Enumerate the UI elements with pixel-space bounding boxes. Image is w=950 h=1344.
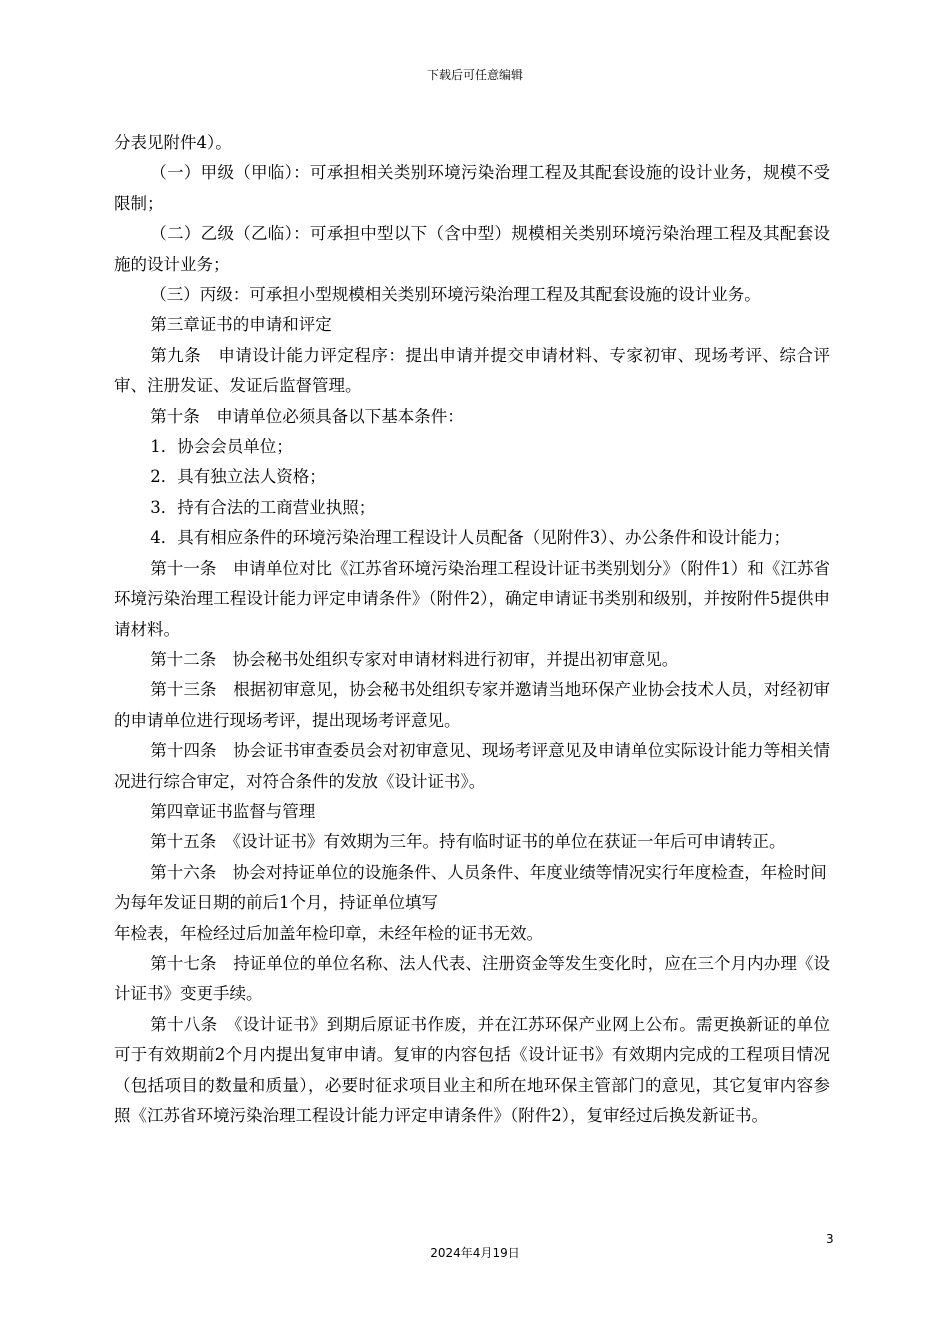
chapter-heading-3: 第三章证书的申请和评定 (150, 315, 332, 335)
page-header: 下载后可任意编辑 (426, 68, 523, 82)
paragraph-grade-c: （三）丙级：可承担小型规模相关类别环境污染治理工程及其配套设施的设计业务。 (150, 285, 761, 305)
article-16-continuation: 年检表，年检经过后加盖年检印章，未经年检的证书无效。 (114, 923, 543, 943)
condition-item-3: 3．持有合法的工商营业执照； (150, 497, 376, 517)
article-13: 第十三条 根据初审意见，协会秘书处组织专家并邀请当地环保产业协会技术人员，对经初审的申请单位进行现场考评，提出现场考评意见。 (114, 680, 830, 730)
condition-item-1: 1．协会会员单位； (150, 437, 293, 457)
paragraph-grade-b: （二）乙级（乙临）：可承担中型以下（含中型）规模相关类别环境污染治理工程及其配套设施的设计业务； (114, 224, 830, 274)
condition-item-2: 2．具有独立法人资格； (150, 467, 326, 487)
paragraph-continuation: 分表见附件4）。 (114, 133, 232, 152)
article-11: 第十一条 申请单位对比《江苏省环境污染治理工程设计证书类别划分》（附件1）和《江苏省环境污染治理工程设计能力评定申请条件》（附件2），确定申请证书类别和级别，并按附件5提供申请材料。 (114, 558, 830, 639)
article-9: 第九条 申请设计能力评定程序：提出申请并提交申请材料、专家初审、现场考评、综合评审、注册发证、发证后监督管理。 (114, 345, 830, 396)
page-footer-date: 2024年4月19日 (430, 1246, 520, 1260)
article-16: 第十六条 协会对持证单位的设施条件、人员条件、年度业绩等情况实行年度检查，年检时间为每年发证日期的前后1个月，持证单位填写 (114, 862, 827, 913)
article-12: 第十二条 协会秘书处组织专家对申请材料进行初审，并提出初审意见。 (150, 649, 679, 669)
chapter-heading-4: 第四章证书监督与管理 (150, 801, 316, 821)
article-17: 第十七条 持证单位的单位名称、法人代表、注册资金等发生变化时，应在三个月内办理《设计证书》变更手续。 (114, 953, 830, 1004)
article-15: 第十五条 《设计证书》有效期为三年。持有临时证书的单位在获证一年后可申请转正。 (150, 832, 786, 852)
page-number: 3 (826, 1232, 834, 1246)
paragraph-grade-a: （一）甲级（甲临）：可承担相关类别环境污染治理工程及其配套设施的设计业务，规模不受限制； (114, 163, 830, 213)
condition-item-4: 4．具有相应条件的环境污染治理工程设计人员配备（见附件3）、办公条件和设计能力； (150, 528, 791, 548)
article-18: 第十八条 《设计证书》到期后原证书作废，并在江苏环保产业网上公布。需更换新证的单位可于有效期前2个月内提出复审申请。复审的内容包括《设计证书》有效期内完成的工程项目情况（包括项目的数量和质量），必要时征求项目业主和所在地环保主管部门的意见，其它复审内容参照《江苏省环境污染治理工程设计能力评定申请条件》（附件2），复审经过后换发新证书。 (114, 1014, 830, 1125)
document-body (114, 128, 830, 1131)
article-10: 第十条 申请单位必须具备以下基本条件： (150, 406, 464, 426)
article-14: 第十四条 协会证书审查委员会对初审意见、现场考评意见及申请单位实际设计能力等相关情况进行综合审定，对符合条件的发放《设计证书》。 (114, 741, 830, 791)
